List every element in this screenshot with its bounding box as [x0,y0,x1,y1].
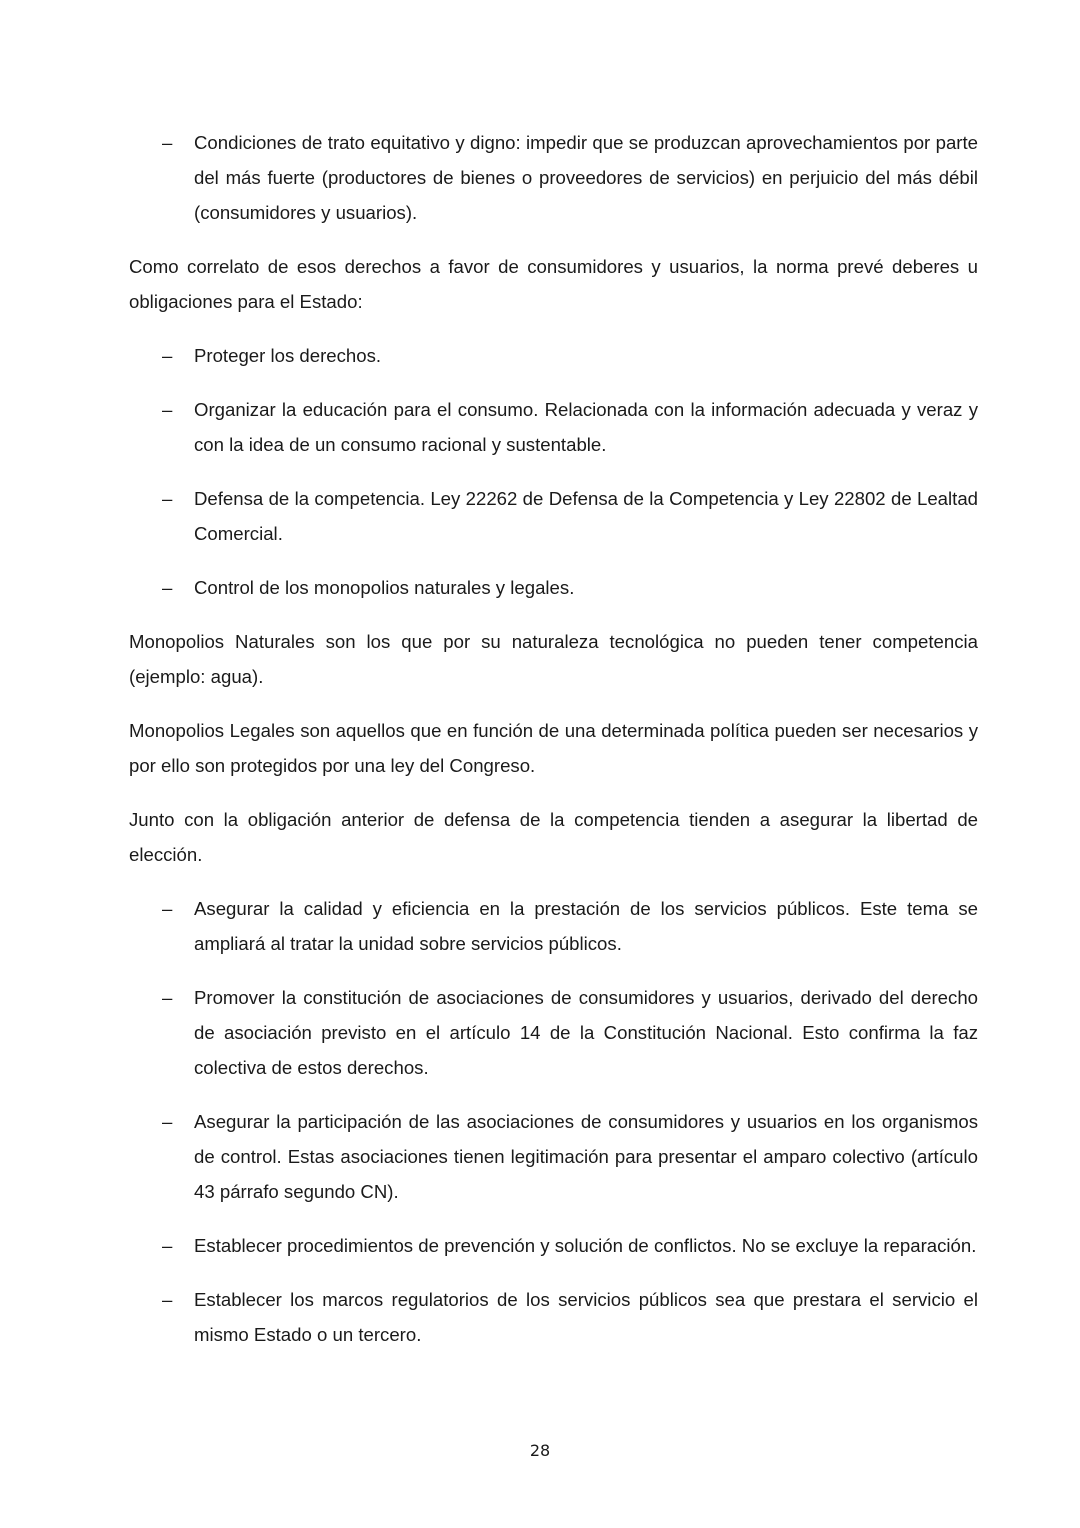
page-body [129,125,978,1371]
list-item-text: Establecer procedimientos de prevención y solución de conflictos. No se excluye la reparación. [194,1235,977,1256]
list-item [129,1104,978,1209]
dash-bullet-icon: – [162,1111,173,1132]
list-item [129,1282,978,1352]
list-item-text: Asegurar la participación de las asociaciones de consumidores y usuarios en los organismos de control. Estas asociaciones tienen legitimación para presentar el amparo colectivo (artículo 43 párrafo segundo CN). [194,1111,978,1202]
paragraph: Monopolios Naturales son los que por su naturaleza tecnológica no pueden tener competencia (ejemplo: agua). [129,631,978,687]
dash-bullet-icon: – [162,1289,173,1310]
paragraph: Como correlato de esos derechos a favor de consumidores y usuarios, la norma prevé deberes u obligaciones para el Estado: [129,256,978,312]
list-item-text: Defensa de la competencia. Ley 22262 de Defensa de la Competencia y Ley 22802 de Lealtad Comercial. [194,488,978,544]
list-item [129,1228,978,1263]
paragraph: Junto con la obligación anterior de defensa de la competencia tienden a asegurar la libertad de elección. [129,809,978,865]
list-item [129,125,978,230]
dash-bullet-icon: – [162,1235,173,1256]
list-item [129,481,978,551]
page-number: 28 [529,1441,551,1460]
dash-bullet-icon: – [162,488,173,509]
dash-bullet-icon: – [162,399,173,420]
dash-bullet-icon: – [162,577,173,598]
list-item-text: Organizar la educación para el consumo. Relacionada con la información adecuada y veraz y con la idea de un consumo racional y sustentable. [194,399,978,455]
list-item-text: Control de los monopolios naturales y legales. [194,577,575,598]
list-item [129,891,978,961]
dash-bullet-icon: – [162,345,173,366]
list-item-text: Proteger los derechos. [194,345,382,366]
list-item [129,570,978,605]
paragraph: Monopolios Legales son aquellos que en función de una determinada política pueden ser necesarios y por ello son protegidos por una ley del Congreso. [129,720,978,776]
list-item [129,338,978,373]
list-item [129,392,978,462]
list-item-text: Establecer los marcos regulatorios de los servicios públicos sea que prestara el servicio el mismo Estado o un tercero. [194,1289,978,1345]
dash-bullet-icon: – [162,132,173,153]
list-item-text: Promover la constitución de asociaciones de consumidores y usuarios, derivado del derecho de asociación previsto en el artículo 14 de la Constitución Nacional. Esto confirma la faz colectiva de estos derechos. [194,987,978,1078]
list-item [129,980,978,1085]
dash-bullet-icon: – [162,987,173,1008]
list-item-text: Condiciones de trato equitativo y digno: impedir que se produzcan aprovechamientos por parte del más fuerte (productores de bienes o proveedores de servicios) en perjuicio del más débil (consumidores y usuarios). [194,132,978,223]
dash-bullet-icon: – [162,898,173,919]
list-item-text: Asegurar la calidad y eficiencia en la prestación de los servicios públicos. Este tema se ampliará al tratar la unidad sobre servicios públicos. [194,898,978,954]
